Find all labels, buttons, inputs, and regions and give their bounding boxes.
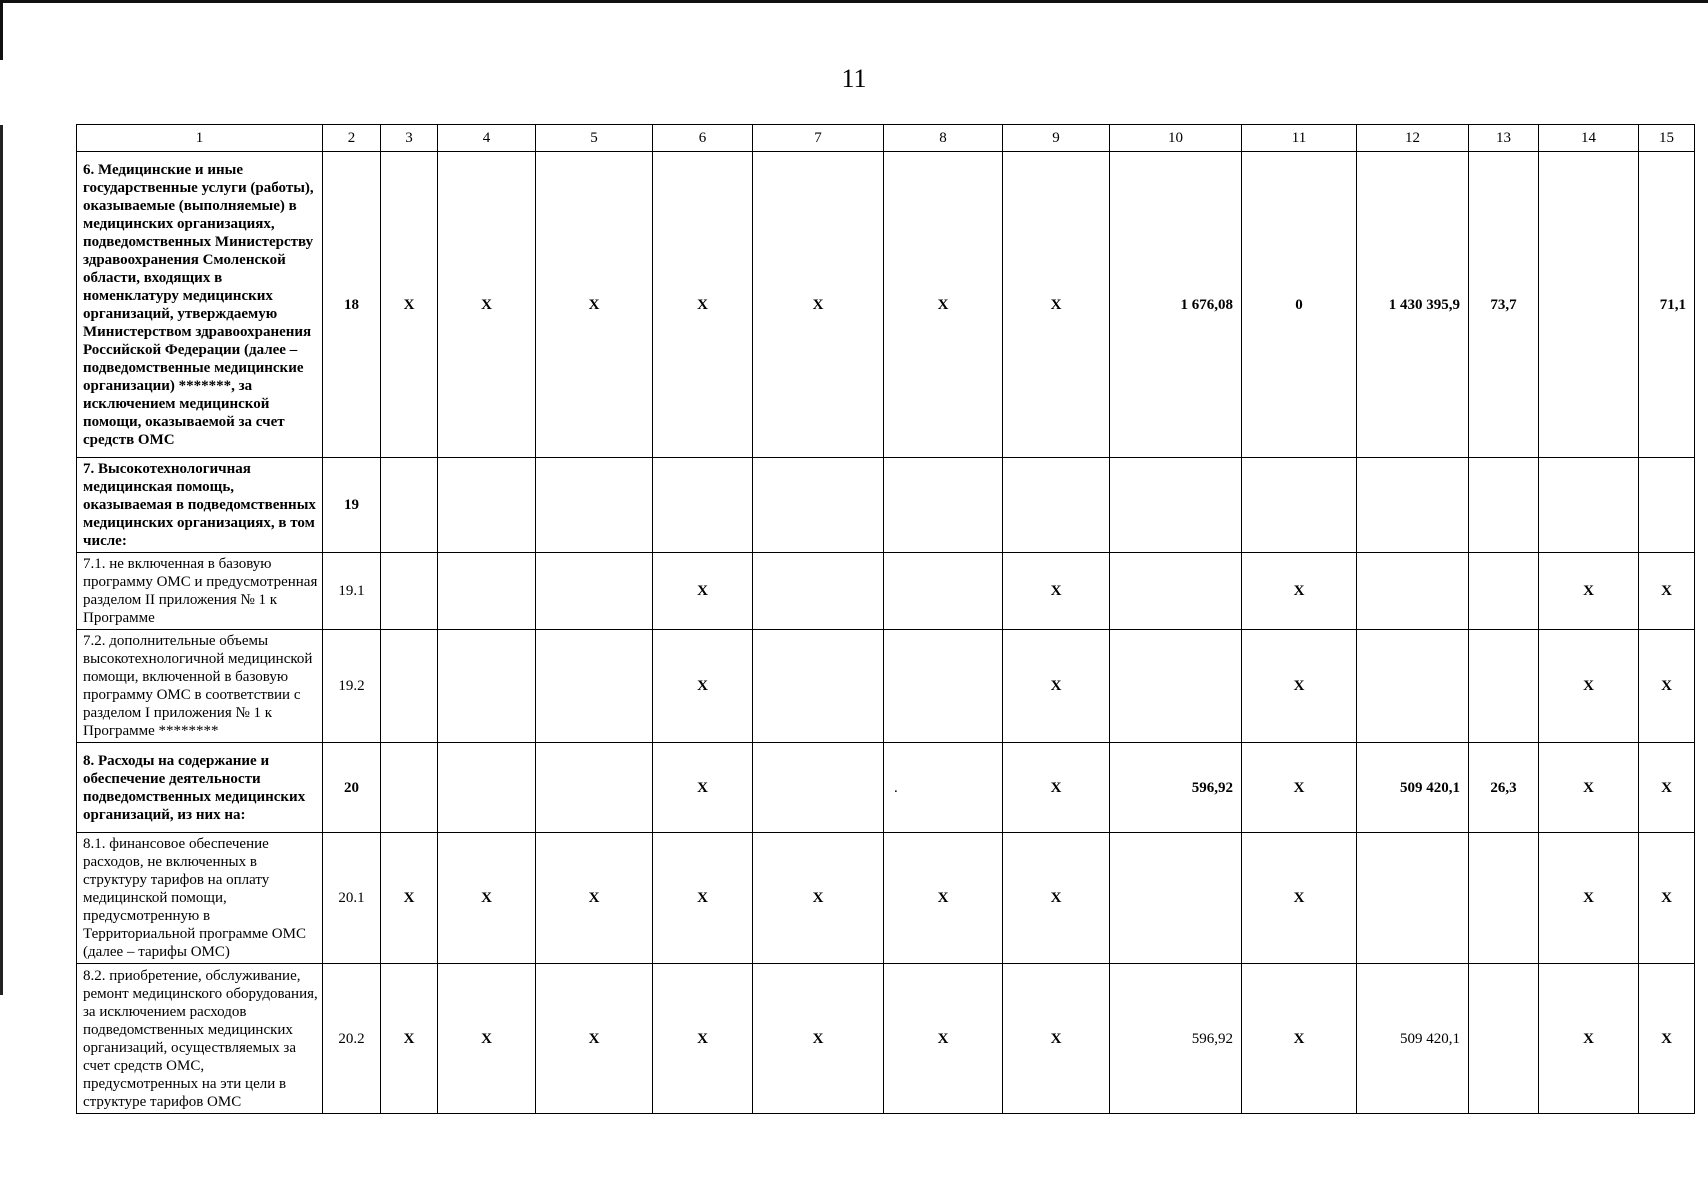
cell-col15: X <box>1639 630 1695 743</box>
header-cell: 1 <box>77 125 323 152</box>
cell-col8: X <box>884 833 1003 964</box>
cell-col13: 26,3 <box>1469 743 1539 833</box>
cell-col15: X <box>1639 553 1695 630</box>
header-cell: 15 <box>1639 125 1695 152</box>
header-cell: 4 <box>438 125 536 152</box>
header-cell: 12 <box>1357 125 1469 152</box>
cell-col7 <box>753 630 884 743</box>
cell-col11: X <box>1242 630 1357 743</box>
table-row <box>77 458 1695 553</box>
row-description: 7.2. дополнительные объемы высокотехнологичной медицинской помощи, включенной в базовую программу ОМС в соответствии с разделом I приложения № 1 к Программе ******** <box>77 630 323 743</box>
cell-col9: X <box>1003 152 1110 458</box>
cell-col13: 73,7 <box>1469 152 1539 458</box>
header-cell: 7 <box>753 125 884 152</box>
cell-col10: 596,92 <box>1110 743 1242 833</box>
cell-col10 <box>1110 833 1242 964</box>
cell-col5 <box>536 630 653 743</box>
cell-col3: X <box>381 833 438 964</box>
cell-col3: X <box>381 964 438 1114</box>
cell-col3 <box>381 458 438 553</box>
cell-col6: X <box>653 833 753 964</box>
cell-col8 <box>884 458 1003 553</box>
table-row <box>77 630 1695 743</box>
cell-col10 <box>1110 458 1242 553</box>
header-row <box>77 125 1695 152</box>
cell-col6 <box>653 458 753 553</box>
cell-col10 <box>1110 553 1242 630</box>
page-number: 11 <box>841 64 867 93</box>
cell-col3 <box>381 743 438 833</box>
cell-col14: X <box>1539 743 1639 833</box>
cell-col6: X <box>653 553 753 630</box>
table-row <box>77 152 1695 458</box>
header-cell: 10 <box>1110 125 1242 152</box>
header-cell: 11 <box>1242 125 1357 152</box>
row-description: 6. Медицинские и иные государственные услуги (работы), оказываемые (выполняемые) в медицинских организациях, подведомственных Министерству здравоохранения Смоленской области, входящих в номенклатуру медицинских организаций, утверждаемую Министерством здравоохранения Российской Федерации (далее – подведомственные медицинские организации) *******, за исключением медицинской помощи, оказываемой за счет средств ОМС <box>77 152 323 458</box>
cell-col15: X <box>1639 743 1695 833</box>
cell-col13 <box>1469 964 1539 1114</box>
scan-top-edge <box>0 0 1708 3</box>
cell-col7: X <box>753 833 884 964</box>
row-description: 8.1. финансовое обеспечение расходов, не включенных в структуру тарифов на оплату медицинской помощи, предусмотренную в Территориальной программе ОМС (далее – тарифы ОМС) <box>77 833 323 964</box>
cell-col9: X <box>1003 964 1110 1114</box>
cell-col11: X <box>1242 553 1357 630</box>
row-code: 20.1 <box>323 833 381 964</box>
cell-col5 <box>536 553 653 630</box>
cell-col6: X <box>653 743 753 833</box>
header-cell: 5 <box>536 125 653 152</box>
cell-col5: X <box>536 152 653 458</box>
cell-col3 <box>381 630 438 743</box>
row-description: 8. Расходы на содержание и обеспечение деятельности подведомственных медицинских организаций, из них на: <box>77 743 323 833</box>
cell-col9: X <box>1003 743 1110 833</box>
cell-col14: X <box>1539 833 1639 964</box>
cell-col4: X <box>438 964 536 1114</box>
cell-col9 <box>1003 458 1110 553</box>
cell-col8: . <box>884 743 1003 833</box>
cell-col5 <box>536 458 653 553</box>
cell-col7 <box>753 743 884 833</box>
cell-col14: X <box>1539 630 1639 743</box>
cell-col5 <box>536 743 653 833</box>
cell-col8 <box>884 553 1003 630</box>
cell-col11: X <box>1242 964 1357 1114</box>
cell-col5: X <box>536 833 653 964</box>
row-code: 18 <box>323 152 381 458</box>
cell-col14: X <box>1539 553 1639 630</box>
header-cell: 6 <box>653 125 753 152</box>
row-code: 19.2 <box>323 630 381 743</box>
cell-col3 <box>381 553 438 630</box>
row-code: 19 <box>323 458 381 553</box>
cell-col5: X <box>536 964 653 1114</box>
header-cell: 13 <box>1469 125 1539 152</box>
cell-col7: X <box>753 152 884 458</box>
cell-col8 <box>884 630 1003 743</box>
cell-col13 <box>1469 630 1539 743</box>
row-description: 7. Высокотехнологичная медицинская помощь, оказываемая в подведомственных медицинских организациях, в том числе: <box>77 458 323 553</box>
cell-col13 <box>1469 833 1539 964</box>
row-code: 19.1 <box>323 553 381 630</box>
cell-col15: 71,1 <box>1639 152 1695 458</box>
cell-col14 <box>1539 152 1639 458</box>
header-cell: 3 <box>381 125 438 152</box>
row-code: 20 <box>323 743 381 833</box>
cell-col7 <box>753 553 884 630</box>
cell-col11: X <box>1242 833 1357 964</box>
cell-col8: X <box>884 964 1003 1114</box>
cell-col6: X <box>653 152 753 458</box>
cell-col6: X <box>653 630 753 743</box>
header-cell: 2 <box>323 125 381 152</box>
cell-col4: X <box>438 833 536 964</box>
cell-col11: X <box>1242 743 1357 833</box>
cell-col13 <box>1469 458 1539 553</box>
cell-col9: X <box>1003 630 1110 743</box>
header-cell: 14 <box>1539 125 1639 152</box>
header-cell: 8 <box>884 125 1003 152</box>
cell-col6: X <box>653 964 753 1114</box>
cell-col4: X <box>438 152 536 458</box>
cell-col10 <box>1110 630 1242 743</box>
cell-col7: X <box>753 964 884 1114</box>
cell-col12: 509 420,1 <box>1357 743 1469 833</box>
cell-col7 <box>753 458 884 553</box>
cell-col11: 0 <box>1242 152 1357 458</box>
cell-col4 <box>438 630 536 743</box>
scan-left-edge-lower <box>0 125 3 995</box>
cell-col11 <box>1242 458 1357 553</box>
cell-col4 <box>438 553 536 630</box>
cell-col9: X <box>1003 553 1110 630</box>
cell-col15: X <box>1639 964 1695 1114</box>
cell-col14 <box>1539 458 1639 553</box>
cell-col9: X <box>1003 833 1110 964</box>
cell-col15: X <box>1639 833 1695 964</box>
cell-col12 <box>1357 833 1469 964</box>
cell-col10: 1 676,08 <box>1110 152 1242 458</box>
cell-col10: 596,92 <box>1110 964 1242 1114</box>
cell-col3: X <box>381 152 438 458</box>
row-code: 20.2 <box>323 964 381 1114</box>
scan-left-edge <box>0 0 3 60</box>
cell-col4 <box>438 458 536 553</box>
table-row <box>77 964 1695 1114</box>
cell-col12: 1 430 395,9 <box>1357 152 1469 458</box>
cell-col12 <box>1357 458 1469 553</box>
cell-col12 <box>1357 553 1469 630</box>
cell-col14: X <box>1539 964 1639 1114</box>
cell-col4 <box>438 743 536 833</box>
cell-col13 <box>1469 553 1539 630</box>
row-description: 7.1. не включенная в базовую программу ОМС и предусмотренная разделом II приложения № 1 к Программе <box>77 553 323 630</box>
table-row <box>77 743 1695 833</box>
cell-col15 <box>1639 458 1695 553</box>
cell-col12: 509 420,1 <box>1357 964 1469 1114</box>
cell-col12 <box>1357 630 1469 743</box>
table-row <box>77 833 1695 964</box>
table-row <box>77 553 1695 630</box>
header-cell: 9 <box>1003 125 1110 152</box>
cell-col8: X <box>884 152 1003 458</box>
row-description: 8.2. приобретение, обслуживание, ремонт медицинского оборудования, за исключением расходов подведомственных медицинских организаций, осуществляемых за счет средств ОМС, предусмотренных на эти цели в структуре тарифов ОМС <box>77 964 323 1114</box>
financing-table <box>76 124 1695 1114</box>
